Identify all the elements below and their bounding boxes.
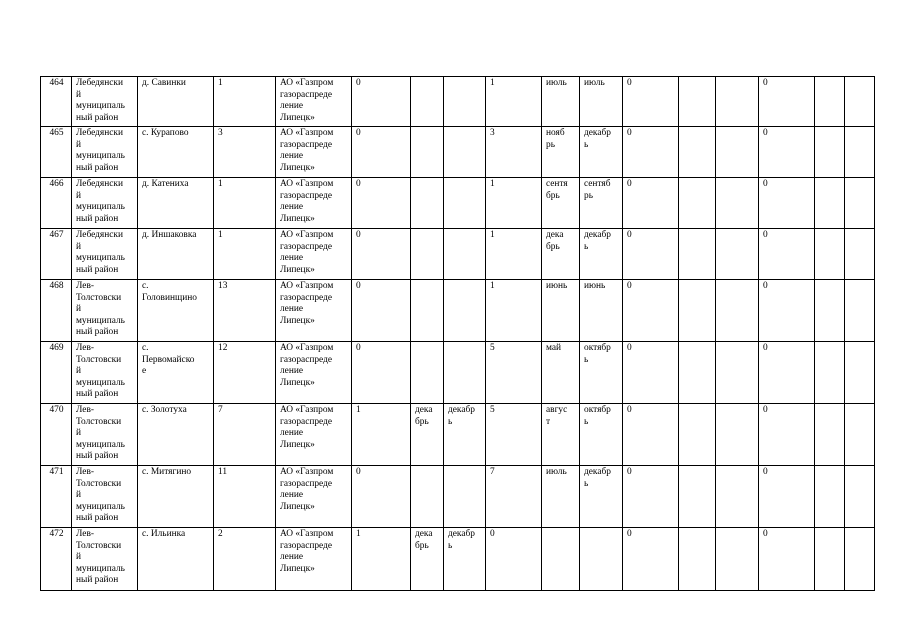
cell-value-c: 0 — [623, 178, 679, 229]
cell-month-start-b: июль — [542, 77, 580, 127]
cell-month-start-a — [411, 178, 444, 229]
cell-organization: АО «Газпром газораспреде ление Липецк» — [276, 178, 352, 229]
cell-month-end-a: декабр ь — [444, 528, 486, 591]
cell-organization: АО «Газпром газораспреде ление Липецк» — [276, 77, 352, 127]
cell-value-a: 0 — [352, 280, 411, 342]
cell-month-end-a — [444, 178, 486, 229]
cell-month-end-b: октябр ь — [580, 404, 623, 466]
cell-row-number: 469 — [41, 342, 72, 404]
cell-value-c: 0 — [623, 229, 679, 280]
table-row — [41, 77, 875, 127]
cell-value-c: 0 — [623, 127, 679, 178]
cell-month-start-b: сентя брь — [542, 178, 580, 229]
cell-month-start-c — [679, 229, 716, 280]
table-row — [41, 229, 875, 280]
cell-month-end-d — [845, 229, 875, 280]
cell-row-number: 472 — [41, 528, 72, 591]
cell-month-start-a — [411, 342, 444, 404]
cell-object-count: 1 — [214, 229, 276, 280]
cell-value-d: 0 — [759, 229, 815, 280]
cell-month-end-a — [444, 229, 486, 280]
cell-month-start-b: нояб рь — [542, 127, 580, 178]
cell-month-start-c — [679, 404, 716, 466]
cell-month-end-b: сентяб рь — [580, 178, 623, 229]
cell-value-b: 5 — [486, 342, 542, 404]
cell-month-end-b: июнь — [580, 280, 623, 342]
cell-district: Лебедянски й муниципаль ный район — [72, 229, 138, 280]
cell-value-b: 1 — [486, 77, 542, 127]
cell-value-c: 0 — [623, 342, 679, 404]
cell-month-start-d — [815, 528, 845, 591]
cell-district: Лебедянски й муниципаль ный район — [72, 127, 138, 178]
cell-district: Лев- Толстовски й муниципаль ный район — [72, 466, 138, 528]
table-row — [41, 404, 875, 466]
cell-month-start-b: июнь — [542, 280, 580, 342]
cell-organization: АО «Газпром газораспреде ление Липецк» — [276, 404, 352, 466]
cell-settlement: с. Курапово — [138, 127, 214, 178]
cell-month-end-c — [716, 466, 759, 528]
cell-month-end-c — [716, 77, 759, 127]
cell-settlement: с. Ильинка — [138, 528, 214, 591]
cell-month-end-b — [580, 528, 623, 591]
cell-value-b: 1 — [486, 178, 542, 229]
cell-organization: АО «Газпром газораспреде ление Липецк» — [276, 280, 352, 342]
cell-month-end-c — [716, 127, 759, 178]
cell-value-a: 0 — [352, 77, 411, 127]
cell-value-a: 1 — [352, 404, 411, 466]
cell-month-end-d — [845, 77, 875, 127]
cell-month-start-d — [815, 466, 845, 528]
cell-month-end-d — [845, 404, 875, 466]
cell-month-start-c — [679, 178, 716, 229]
cell-organization: АО «Газпром газораспреде ление Липецк» — [276, 528, 352, 591]
cell-month-end-b: июль — [580, 77, 623, 127]
cell-district: Лев- Толстовски й муниципаль ный район — [72, 342, 138, 404]
cell-settlement: с. Митягино — [138, 466, 214, 528]
cell-district: Лев- Толстовски й муниципаль ный район — [72, 528, 138, 591]
cell-month-end-c — [716, 404, 759, 466]
cell-value-a: 0 — [352, 229, 411, 280]
table-row — [41, 528, 875, 591]
cell-district: Лев- Толстовски й муниципаль ный район — [72, 404, 138, 466]
cell-settlement: с. Головинщино — [138, 280, 214, 342]
cell-object-count: 1 — [214, 178, 276, 229]
gasification-table — [40, 76, 875, 591]
cell-month-start-c — [679, 280, 716, 342]
cell-month-start-b — [542, 528, 580, 591]
cell-settlement: д. Иншаковка — [138, 229, 214, 280]
cell-month-end-c — [716, 229, 759, 280]
cell-district: Лебедянски й муниципаль ный район — [72, 77, 138, 127]
cell-month-start-b: май — [542, 342, 580, 404]
cell-month-start-c — [679, 528, 716, 591]
cell-organization: АО «Газпром газораспреде ление Липецк» — [276, 229, 352, 280]
cell-month-end-a — [444, 466, 486, 528]
cell-value-b: 5 — [486, 404, 542, 466]
cell-value-b: 3 — [486, 127, 542, 178]
cell-month-start-d — [815, 342, 845, 404]
cell-month-end-a — [444, 342, 486, 404]
cell-object-count: 12 — [214, 342, 276, 404]
cell-district: Лев- Толстовски й муниципаль ный район — [72, 280, 138, 342]
table-row — [41, 466, 875, 528]
cell-month-end-d — [845, 127, 875, 178]
cell-month-end-b: декабр ь — [580, 229, 623, 280]
cell-row-number: 467 — [41, 229, 72, 280]
cell-month-end-c — [716, 528, 759, 591]
cell-object-count: 2 — [214, 528, 276, 591]
cell-organization: АО «Газпром газораспреде ление Липецк» — [276, 466, 352, 528]
cell-value-c: 0 — [623, 404, 679, 466]
cell-district: Лебедянски й муниципаль ный район — [72, 178, 138, 229]
cell-organization: АО «Газпром газораспреде ление Липецк» — [276, 342, 352, 404]
cell-month-end-d — [845, 342, 875, 404]
cell-settlement: д. Катениха — [138, 178, 214, 229]
cell-month-start-b: авгус т — [542, 404, 580, 466]
cell-month-start-a — [411, 77, 444, 127]
cell-row-number: 468 — [41, 280, 72, 342]
cell-organization: АО «Газпром газораспреде ление Липецк» — [276, 127, 352, 178]
cell-value-d: 0 — [759, 404, 815, 466]
cell-row-number: 466 — [41, 178, 72, 229]
cell-value-d: 0 — [759, 280, 815, 342]
table-row — [41, 342, 875, 404]
cell-month-start-b: июль — [542, 466, 580, 528]
cell-value-d: 0 — [759, 178, 815, 229]
cell-value-b: 7 — [486, 466, 542, 528]
cell-month-end-d — [845, 280, 875, 342]
cell-month-start-c — [679, 342, 716, 404]
cell-object-count: 11 — [214, 466, 276, 528]
cell-value-b: 1 — [486, 229, 542, 280]
cell-value-d: 0 — [759, 127, 815, 178]
cell-month-start-d — [815, 178, 845, 229]
cell-month-start-d — [815, 404, 845, 466]
cell-month-start-c — [679, 466, 716, 528]
cell-value-d: 0 — [759, 77, 815, 127]
cell-value-d: 0 — [759, 342, 815, 404]
cell-month-end-b: октябр ь — [580, 342, 623, 404]
cell-value-c: 0 — [623, 528, 679, 591]
cell-settlement: с. Первомайско е — [138, 342, 214, 404]
cell-value-c: 0 — [623, 77, 679, 127]
cell-month-start-a — [411, 229, 444, 280]
cell-month-start-c — [679, 127, 716, 178]
cell-row-number: 464 — [41, 77, 72, 127]
cell-month-start-d — [815, 229, 845, 280]
table-row — [41, 280, 875, 342]
cell-row-number: 471 — [41, 466, 72, 528]
cell-value-a: 0 — [352, 127, 411, 178]
cell-month-end-d — [845, 528, 875, 591]
cell-object-count: 7 — [214, 404, 276, 466]
cell-month-end-a: декабр ь — [444, 404, 486, 466]
cell-month-start-d — [815, 77, 845, 127]
cell-month-end-b: декабр ь — [580, 127, 623, 178]
cell-month-start-d — [815, 280, 845, 342]
table-row — [41, 178, 875, 229]
cell-value-a: 0 — [352, 466, 411, 528]
cell-object-count: 3 — [214, 127, 276, 178]
cell-value-d: 0 — [759, 466, 815, 528]
cell-month-start-c — [679, 77, 716, 127]
cell-month-end-d — [845, 466, 875, 528]
cell-month-start-a: дека брь — [411, 528, 444, 591]
cell-month-start-a — [411, 466, 444, 528]
cell-month-start-a: дека брь — [411, 404, 444, 466]
cell-value-c: 0 — [623, 280, 679, 342]
cell-value-a: 0 — [352, 342, 411, 404]
cell-object-count: 1 — [214, 77, 276, 127]
cell-month-end-c — [716, 280, 759, 342]
cell-month-end-a — [444, 77, 486, 127]
cell-month-start-a — [411, 280, 444, 342]
cell-value-a: 1 — [352, 528, 411, 591]
cell-month-end-c — [716, 342, 759, 404]
cell-row-number: 470 — [41, 404, 72, 466]
table-row — [41, 127, 875, 178]
cell-value-a: 0 — [352, 178, 411, 229]
cell-row-number: 465 — [41, 127, 72, 178]
cell-month-end-a — [444, 127, 486, 178]
cell-settlement: с. Золотуха — [138, 404, 214, 466]
cell-value-c: 0 — [623, 466, 679, 528]
cell-month-end-d — [845, 178, 875, 229]
cell-object-count: 13 — [214, 280, 276, 342]
cell-value-b: 1 — [486, 280, 542, 342]
cell-value-d: 0 — [759, 528, 815, 591]
cell-value-b: 0 — [486, 528, 542, 591]
cell-month-end-b: декабр ь — [580, 466, 623, 528]
cell-month-end-c — [716, 178, 759, 229]
cell-month-end-a — [444, 280, 486, 342]
cell-month-start-a — [411, 127, 444, 178]
cell-month-start-b: дека брь — [542, 229, 580, 280]
cell-month-start-d — [815, 127, 845, 178]
cell-settlement: д. Савинки — [138, 77, 214, 127]
